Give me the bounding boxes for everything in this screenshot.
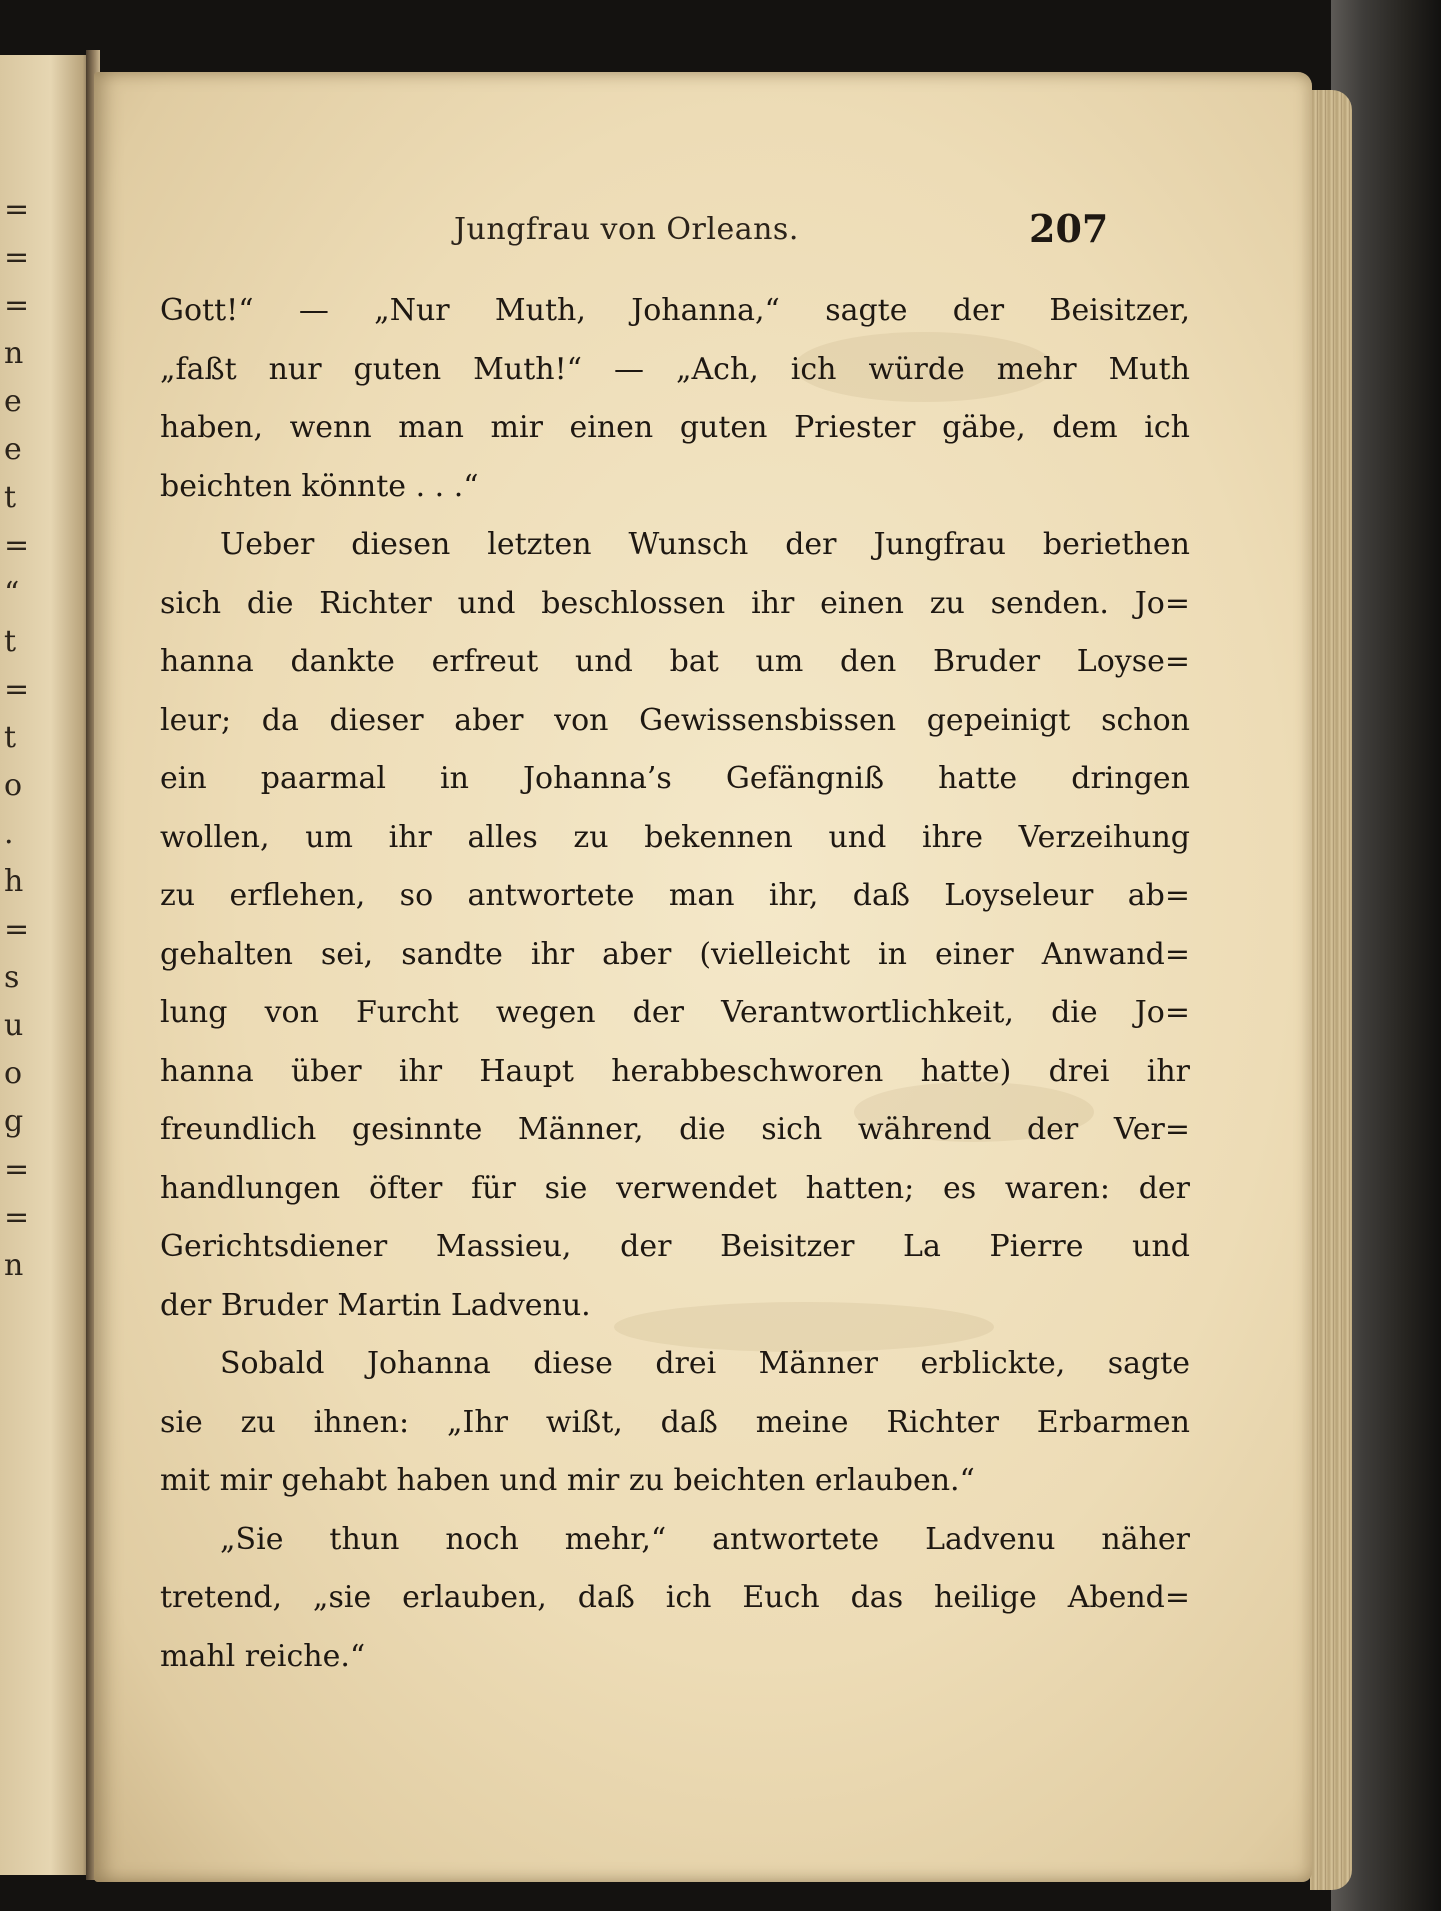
text-line: sie zu ihnen: „Ihr wißt, daß meine Richter Erbarmen [160, 1404, 1190, 1440]
previous-page-fragment: u [4, 1008, 24, 1043]
previous-page-fragment: t [4, 720, 17, 755]
previous-page-fragment: n [4, 1248, 24, 1283]
previous-page-fragment: s [4, 960, 20, 995]
page-block-edges [1310, 90, 1352, 1890]
page-number: 207 [1029, 206, 1109, 251]
text-line: leur; da dieser aber von Gewissensbissen gepeinigt schon [160, 702, 1190, 738]
previous-page-fragment: o [4, 1056, 23, 1091]
text-line: tretend, „sie erlauben, daß ich Euch das heilige Abend= [160, 1580, 1190, 1615]
previous-page-fragment: . [4, 816, 14, 851]
text-line: Ueber diesen letzten Wunsch der Jungfrau beriethen [220, 527, 1190, 562]
previous-page-fragment: “ [4, 576, 20, 611]
previous-page-fragment: = [4, 288, 30, 323]
text-line: wollen, um ihr alles zu bekennen und ihre Verzeihung [160, 819, 1190, 855]
running-title: Jungfrau von Orleans. [454, 212, 799, 247]
previous-page-fragment: t [4, 624, 17, 659]
text-line: hanna dankte erfreut und bat um den Bruder Loyse= [160, 644, 1190, 679]
previous-page-fragment: = [4, 1152, 30, 1187]
previous-page-fragment: g [4, 1104, 24, 1139]
book-page [94, 72, 1312, 1882]
text-line: Gerichtsdiener Massieu, der Beisitzer La Pierre und [160, 1229, 1190, 1264]
previous-page-fragment: e [4, 432, 22, 467]
text-line: gehalten sei, sandte ihr aber (vielleicht in einer Anwand= [160, 936, 1190, 972]
previous-page-fragment: = [4, 528, 30, 563]
previous-page-edge [0, 55, 92, 1875]
previous-page-fragment: = [4, 912, 30, 947]
previous-page-fragment: = [4, 240, 30, 275]
text-line: ein paarmal in Johanna’s Gefängniß hatte dringen [160, 761, 1190, 796]
text-line: mahl reiche.“ [160, 1638, 366, 1674]
text-line: sich die Richter und beschlossen ihr einen zu senden. Jo= [160, 585, 1190, 621]
previous-page-fragment: = [4, 1200, 30, 1235]
body-text [160, 282, 1190, 1686]
text-line: Gott!“ — „Nur Muth, Johanna,“ sagte der Beisitzer, [160, 293, 1190, 328]
text-line: mit mir gehabt haben und mir zu beichten erlauben.“ [160, 1463, 975, 1498]
paragraph [160, 1335, 1190, 1511]
page-header [94, 206, 1312, 256]
text-line: beichten könnte . . .“ [160, 468, 479, 504]
previous-page-fragment: h [4, 864, 24, 899]
paragraph [160, 516, 1190, 1335]
text-line: freundlich gesinnte Männer, die sich während der Ver= [160, 1112, 1190, 1147]
text-line: „faßt nur guten Muth!“ — „Ach, ich würde mehr Muth [160, 351, 1190, 387]
text-line: der Bruder Martin Ladvenu. [160, 1287, 591, 1323]
previous-page-fragment: = [4, 192, 30, 227]
previous-page-fragment: o [4, 768, 23, 803]
previous-page-fragment: e [4, 384, 22, 419]
previous-page-fragment: = [4, 672, 30, 707]
text-line: Sobald Johanna diese drei Männer erblickte, sagte [220, 1346, 1190, 1381]
previous-page-fragment: t [4, 480, 17, 515]
text-line: zu erflehen, so antwortete man ihr, daß Loyseleur ab= [160, 878, 1190, 913]
paragraph [160, 282, 1190, 516]
text-line: lung von Furcht wegen der Verantwortlichkeit, die Jo= [160, 995, 1190, 1030]
previous-page-fragment: n [4, 336, 24, 371]
text-line: haben, wenn man mir einen guten Priester gäbe, dem ich [160, 410, 1190, 445]
paragraph [160, 1511, 1190, 1687]
text-line: handlungen öfter für sie verwendet hatten; es waren: der [160, 1170, 1190, 1206]
text-line: „Sie thun noch mehr,“ antwortete Ladvenu näher [220, 1521, 1190, 1557]
text-line: hanna über ihr Haupt herabbeschworen hatte) drei ihr [160, 1053, 1190, 1089]
